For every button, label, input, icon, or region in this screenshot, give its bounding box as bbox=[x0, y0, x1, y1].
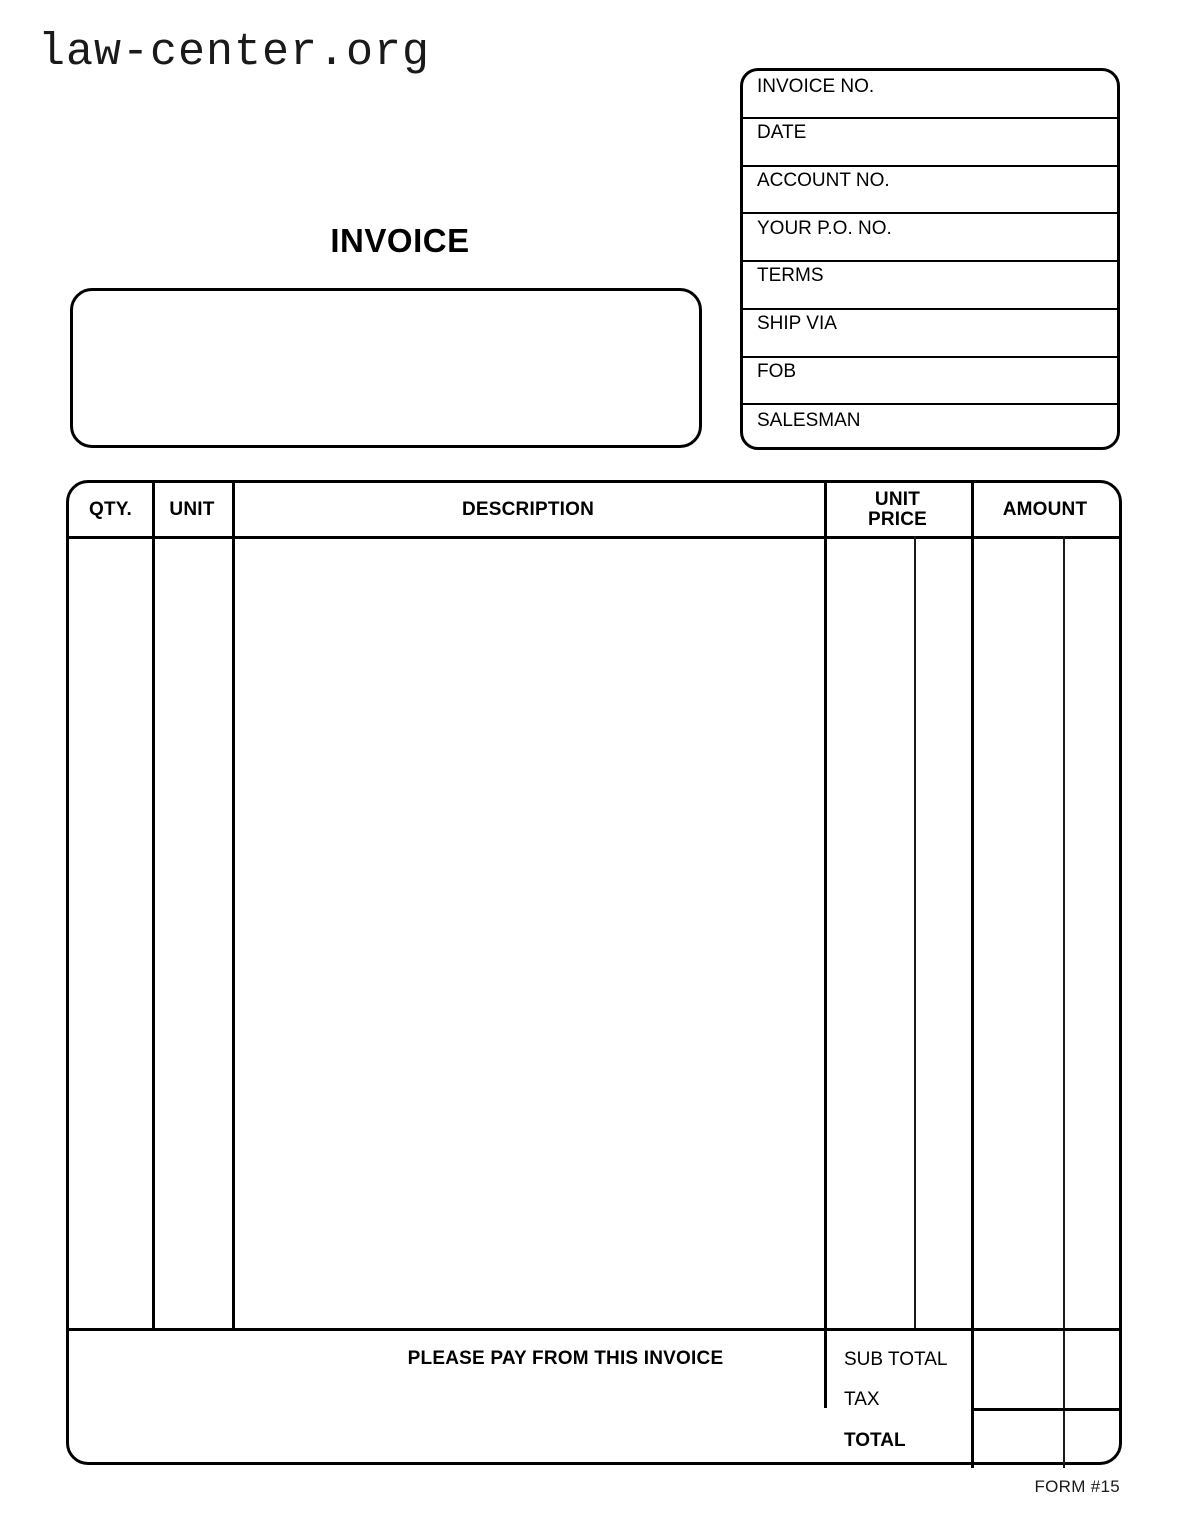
info-row-invoice-no[interactable] bbox=[743, 71, 1117, 119]
form-number: FORM #15 bbox=[1034, 1477, 1120, 1496]
bill-to-box[interactable] bbox=[70, 288, 702, 448]
info-label-ship-via: SHIP VIA bbox=[757, 313, 837, 335]
info-row-date[interactable] bbox=[743, 119, 1117, 167]
table-body-bottom-rule bbox=[69, 1328, 1119, 1331]
line-items-table bbox=[66, 480, 1122, 1465]
info-label-account-no: ACCOUNT NO. bbox=[757, 169, 890, 191]
info-label-terms: TERMS bbox=[757, 265, 824, 287]
info-label-fob: FOB bbox=[757, 360, 797, 382]
column-header-unit-price-line1: UNIT bbox=[874, 488, 921, 510]
column-header-unit-price bbox=[824, 483, 971, 536]
column-divider-description-unitprice bbox=[824, 483, 827, 1408]
cents-divider-amount bbox=[1063, 536, 1065, 1328]
tax-label: TAX bbox=[844, 1389, 880, 1410]
info-label-your-po-no: YOUR P.O. NO. bbox=[757, 217, 892, 239]
info-row-terms[interactable] bbox=[743, 262, 1117, 310]
info-label-date: DATE bbox=[757, 122, 807, 144]
column-divider-unitprice-amount bbox=[971, 483, 974, 1468]
info-label-salesman: SALESMAN bbox=[757, 409, 861, 431]
info-row-salesman[interactable] bbox=[743, 405, 1117, 450]
table-header-rule bbox=[69, 536, 1119, 539]
page-title: INVOICE bbox=[330, 222, 470, 259]
pay-note: PLEASE PAY FROM THIS INVOICE bbox=[407, 1348, 724, 1369]
column-header-unit: UNIT bbox=[169, 498, 215, 520]
site-logo: law-center.org bbox=[38, 27, 431, 78]
info-row-account-no[interactable] bbox=[743, 167, 1117, 215]
cents-divider-unit-price bbox=[914, 536, 916, 1328]
info-row-ship-via[interactable] bbox=[743, 310, 1117, 358]
total-amount-cell[interactable] bbox=[974, 1411, 1116, 1466]
info-row-fob[interactable] bbox=[743, 358, 1117, 406]
sub-total-amount-cell[interactable] bbox=[974, 1331, 1116, 1405]
total-label: TOTAL bbox=[844, 1430, 906, 1451]
column-divider-unit-description bbox=[232, 483, 235, 1328]
sub-total-label: SUB TOTAL bbox=[844, 1349, 948, 1370]
invoice-info-box bbox=[740, 68, 1120, 450]
column-header-unit-price-line2: PRICE bbox=[867, 508, 928, 530]
column-header-qty: QTY. bbox=[88, 498, 133, 520]
info-row-your-po-no[interactable] bbox=[743, 214, 1117, 262]
info-label-invoice-no: INVOICE NO. bbox=[757, 76, 875, 98]
column-header-amount: AMOUNT bbox=[1002, 498, 1088, 520]
column-divider-qty-unit bbox=[152, 483, 155, 1328]
column-header-description: DESCRIPTION bbox=[461, 498, 595, 520]
